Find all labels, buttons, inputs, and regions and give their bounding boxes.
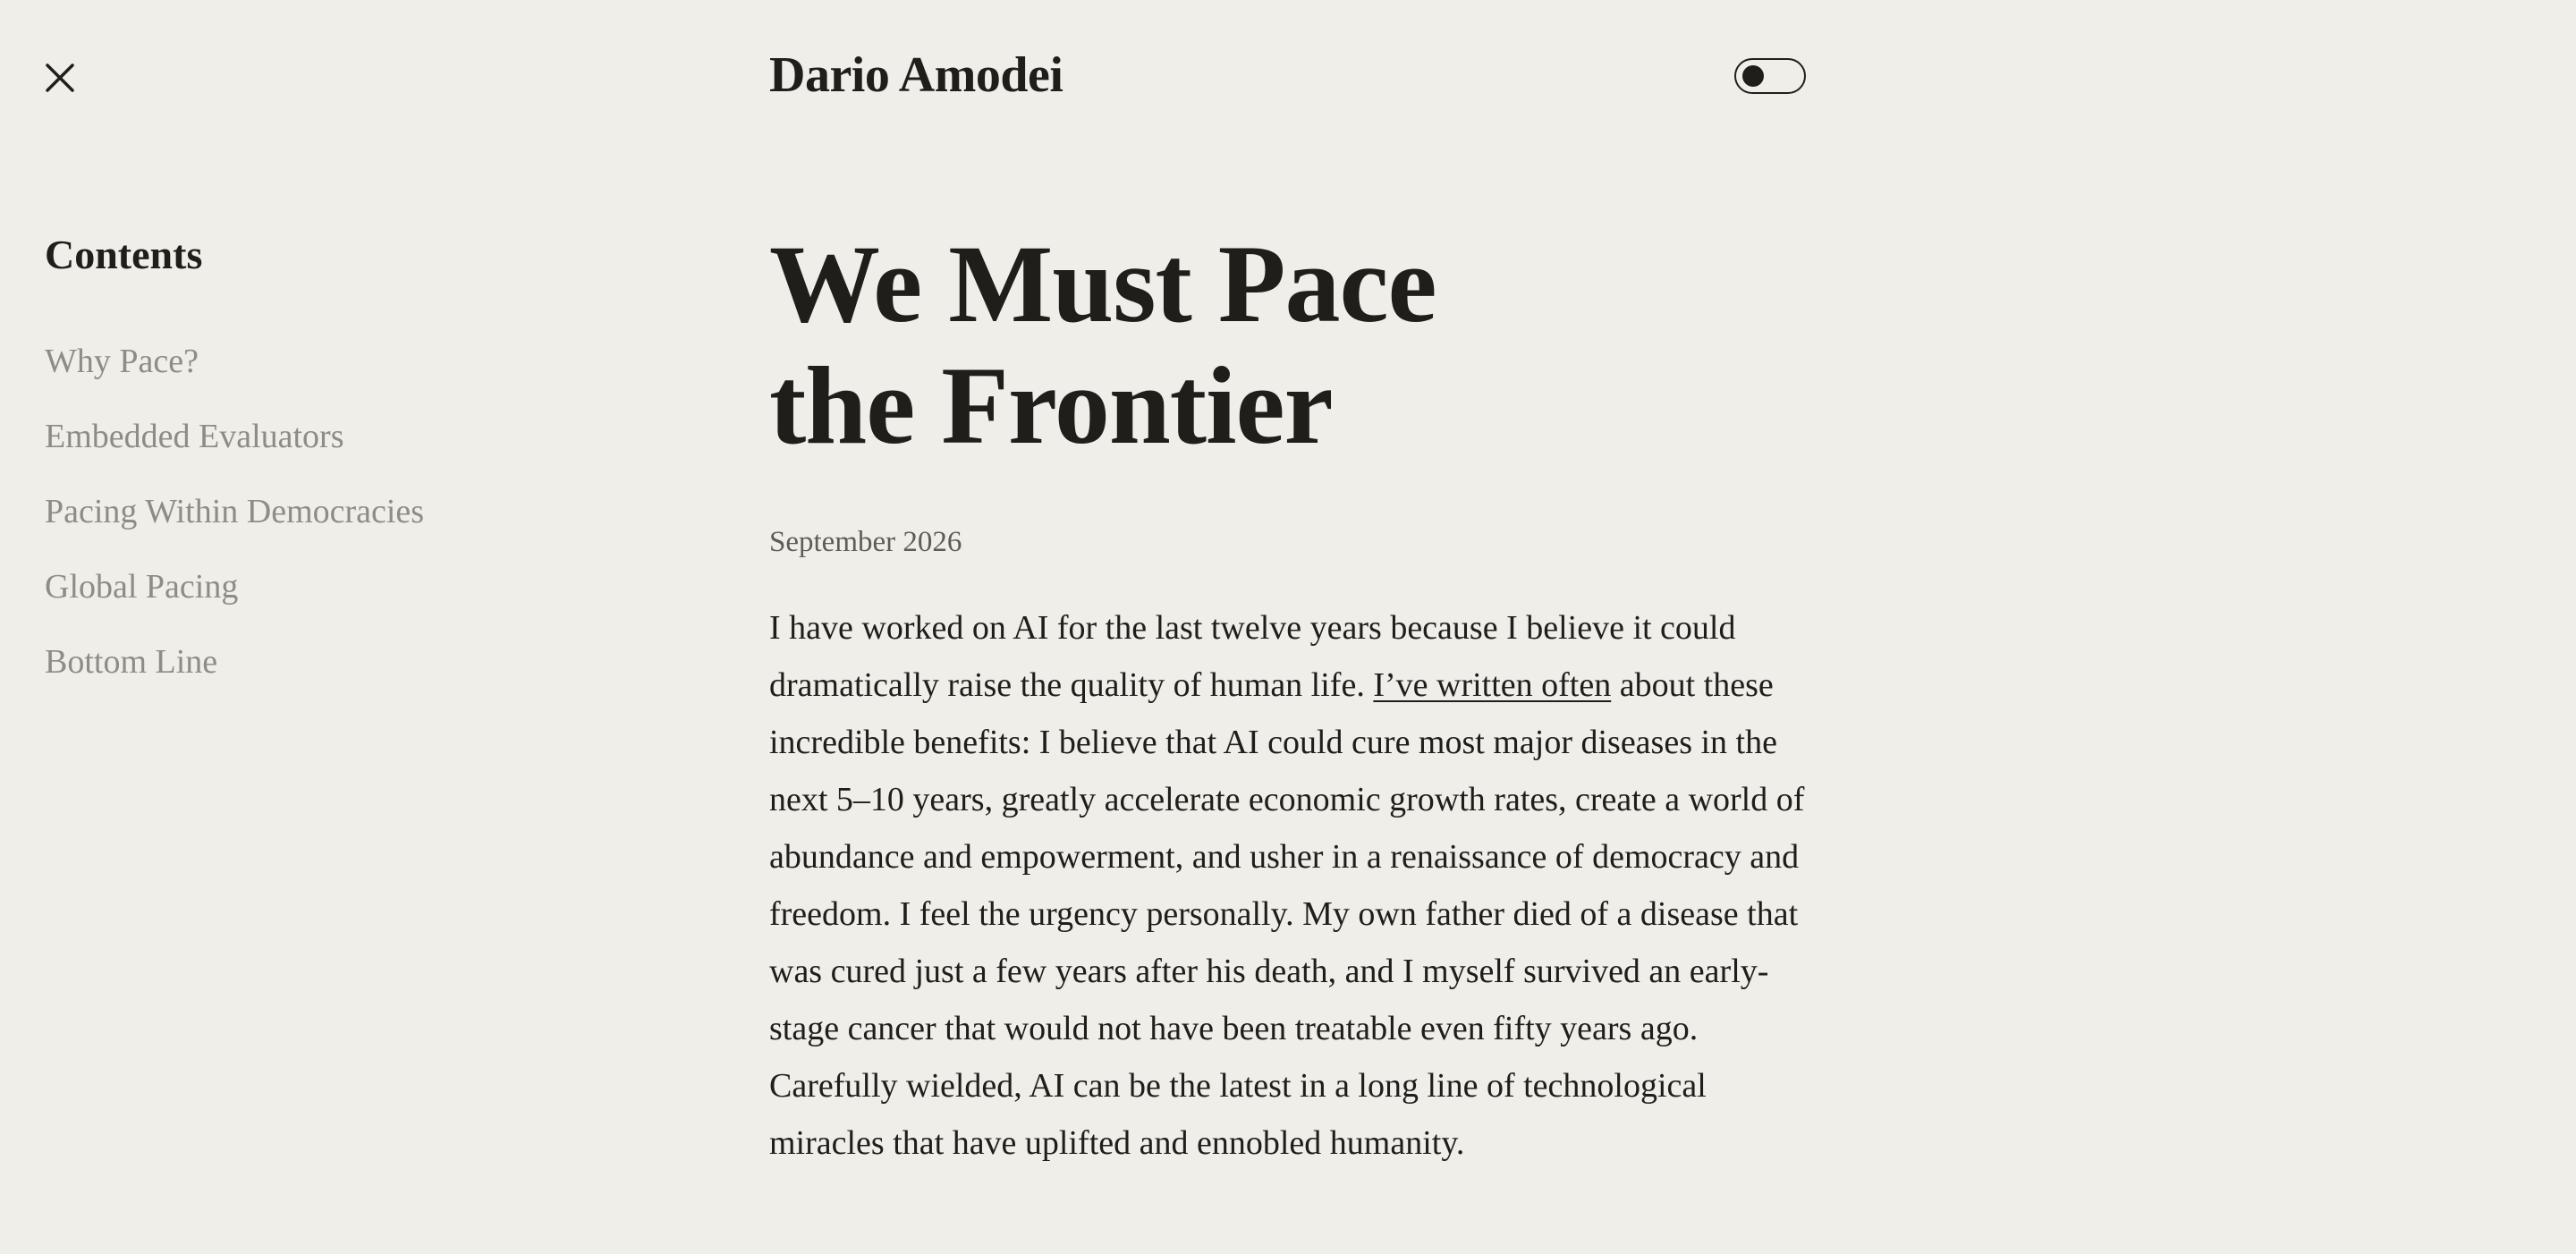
toc-list: [45, 324, 671, 699]
toc-item-embedded-evaluators[interactable]: Embedded Evaluators: [45, 418, 344, 455]
paragraph-text-after-link: about these incredible benefits: I believe that AI could cure most major diseases in the next 5–10 years, greatly accelerate economic growth rates, create a world of abundance and empowerment, and usher in a renaissance of democracy and freedom. I feel the urgency personally. My own father died of a disease that was cured just a few years after his death, and I myself survived an early-stage cancer that would not have been treatable even fifty years ago. Carefully wielded, AI can be the latest in a long line of technological miracles that have uplifted and ennobled humanity.: [769, 666, 1805, 1162]
written-often-link[interactable]: I’ve written often: [1373, 666, 1612, 704]
table-of-contents: [45, 224, 671, 699]
toggle-knob-icon: [1742, 65, 1764, 87]
close-button[interactable]: [45, 63, 75, 93]
close-icon: [45, 63, 75, 93]
site-title[interactable]: Dario Amodei: [769, 47, 1063, 103]
article: [769, 224, 1816, 1172]
toc-item-why-pace[interactable]: Why Pace?: [45, 343, 199, 380]
article-title: [769, 224, 1816, 467]
article-paragraph: [769, 599, 1816, 1172]
toc-heading: Contents: [45, 232, 203, 277]
toc-item-global-pacing[interactable]: Global Pacing: [45, 568, 239, 606]
article-date: September 2026: [769, 526, 962, 558]
article-title-line-2: the Frontier: [769, 344, 1333, 467]
article-title-line-1: We Must Pace: [769, 223, 1436, 345]
paragraph-text-before-link: I have worked on AI for the last twelve years because I believe it could dramatically raise the quality of human life.: [769, 609, 1736, 704]
toc-item-bottom-line[interactable]: Bottom Line: [45, 643, 218, 681]
theme-toggle[interactable]: [1734, 58, 1806, 94]
toc-item-pacing-within-democracies[interactable]: Pacing Within Democracies: [45, 493, 425, 530]
article-body: [769, 599, 1816, 1172]
